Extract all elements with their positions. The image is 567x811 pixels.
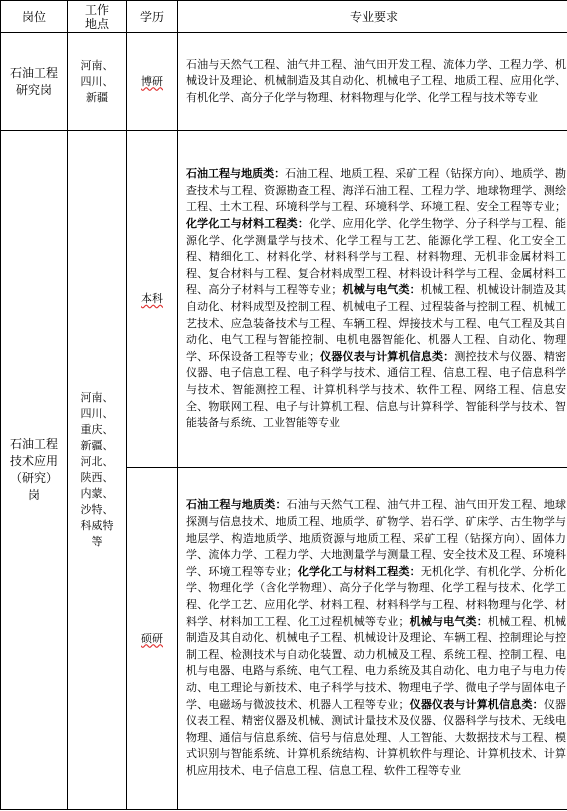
requirements-text: 石油工程与地质类：石油工程、地质工程、采矿工程（钻探方向）、地质学、勘查技术与工程、资源勘查工程、海洋石油工程、工程力学、地球物理学、测绘工程、土木工程、环境科学与工程、环境科学、环境工程、安全工程等专业；化学化工与材料工程类：化学、应用化学、化学生物学、分子科学与工程、能源化学、化学测量学与技术、化学工程与工艺、能源化学工程、化工安全工程、精细化工、材料化学、材料科学与工程、材料物理、无机非金属材料工程、复合材料与工程、复合材料成型工程、材料设计科学与工程、金属材料工程、高分子材料与工程等专业；机械与电气类：机械工程、机械设计制造及其自动化、材料成型及控制工程、机械电子工程、过程装备与控制工程、机械工艺技术、应急装备技术与工程、车辆工程、焊接技术与工程、电气工程及其自动化、电气工程与智能控制、电机电器智能化、机器人工程、自动化、物理学、环保设备工程等专业；仪器仪表与计算机信息类：测控技术与仪器、精密仪器、电子信息工程、电子科学与技术、通信工程、信息工程、电子信息科学与技术、智能测控工程、计算机科学与技术、软件工程、网络工程、信息安全、物联网工程、电子与计算机工程、信息与计算科学、智能科学与技术、智能装备与系统、工业智能等专业 xyxy=(186,167,567,430)
table-row xyxy=(1,33,567,131)
degree-cell: 本科 xyxy=(127,131,178,468)
degree-cell: 硕研 xyxy=(127,468,178,810)
header-requirements: 专业要求 xyxy=(178,1,567,33)
position-cell: 石油工程研究岗 xyxy=(1,33,68,131)
location-cell: 河南、四川、新疆 xyxy=(68,33,127,131)
location-cell: 河南、四川、重庆、新疆、河北、陕西、内蒙、沙特、科威特等 xyxy=(68,131,127,810)
position-cell: 石油工程技术应用（研究）岗 xyxy=(1,131,68,810)
requirements-cell xyxy=(178,468,567,810)
requirements-cell: 石油与天然气工程、油气井工程、油气田开发工程、流体力学、工程力学、机械设计及理论、机械制造及其自动化、机械电子工程、地质工程、应用化学、有机化学、高分子化学与物理、材料物理与化学、化学工程与技术等专业 xyxy=(178,33,567,131)
requirements-text: 石油工程与地质类：石油与天然气工程、油气井工程、油气田开发工程、地球探测与信息技术、地质工程、地质学、矿物学、岩石学、矿床学、古生物学与地层学、构造地质学、地质资源与地质工程、采矿工程（钻探方向）、固体力学、流体力学、工程力学、大地测量学与测量工程、安全技术及工程、环境科学、环境工程等专业；化学化工与材料工程类：无机化学、有机化学、分析化学、物理化学（含化学物理）、高分子化学与物理、化学工程与技术、化学工程、化学工艺、应用化学、材料工程、材料科学与工程、材料物理与化学、材料学、材料加工工程、化工过程机械等专业；机械与电气类：机械工程、机械制造及其自动化、机械电子工程、机械设计及理论、车辆工程、控制理论与控制工程、检测技术与自动化装置、动力机械及工程、系统工程、控制工程、电机与电器、电路与系统、电气工程、电力系统及其自动化、电力电子与电力传动、电工理论与新技术、电子科学与技术、物理电子学、微电子学与固体电子学、电磁场与微波技术、机器人工程等专业；仪器仪表与计算机信息类：仪器仪表工程、精密仪器及机械、测试计量技术及仪器、仪器科学与技术、无线电物理、通信与信息系统、信号与信息处理、人工智能、大数据技术与工程、模式识别与智能系统、计算机系统结构、计算机软件与理论、计算机技术、计算机应用技术、电子信息工程、信息工程、软件工程等专业 xyxy=(186,498,567,777)
header-location: 工作地点 xyxy=(68,1,127,33)
degree-cell: 博研 xyxy=(127,33,178,131)
header-row xyxy=(1,1,567,33)
table-row xyxy=(1,131,567,468)
header-degree: 学历 xyxy=(127,1,178,33)
header-position: 岗位 xyxy=(1,1,68,33)
requirements-cell xyxy=(178,131,567,468)
